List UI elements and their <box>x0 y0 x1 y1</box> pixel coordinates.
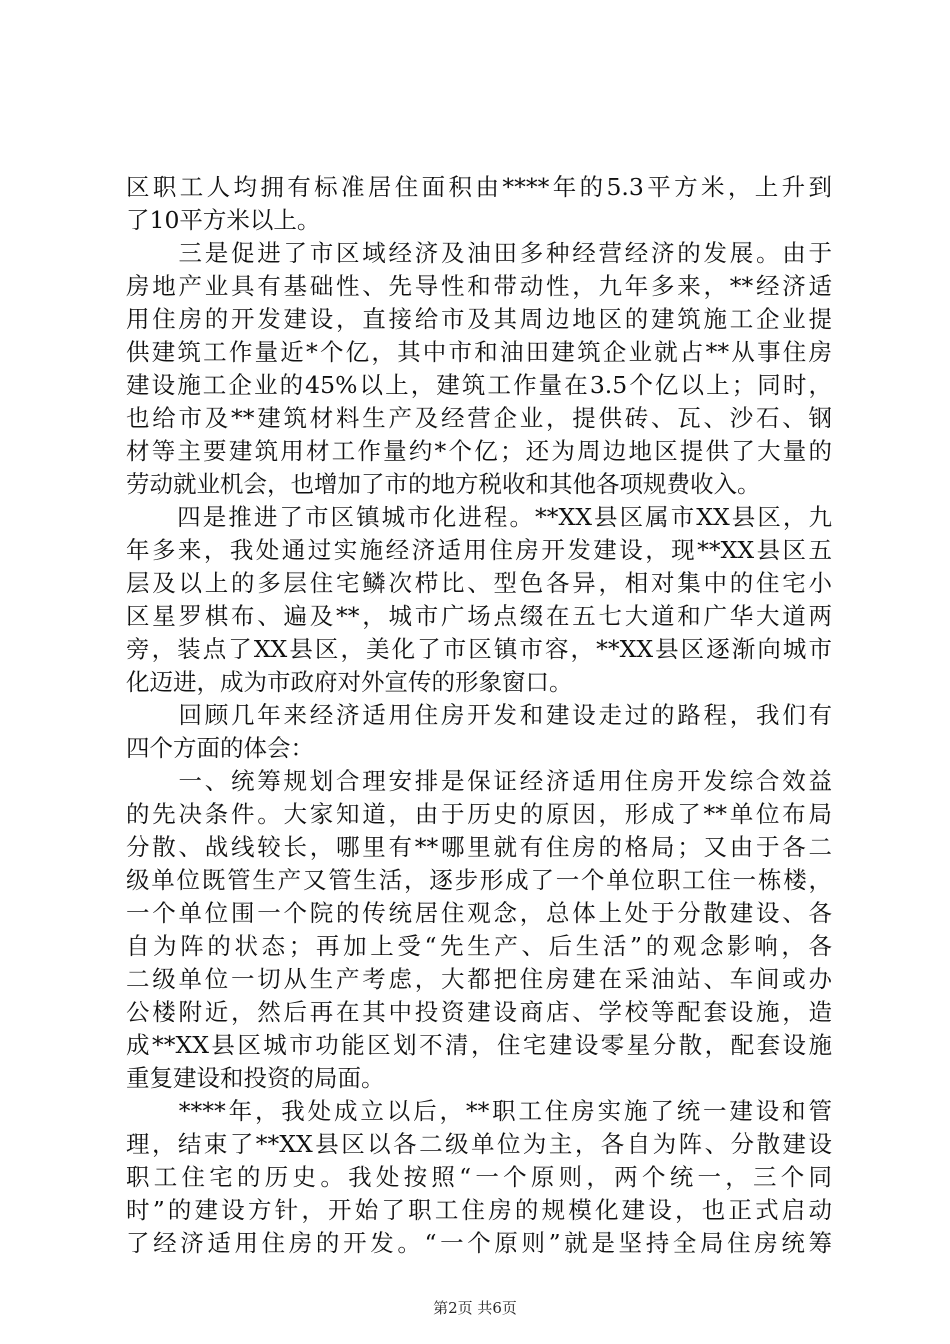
text-line: 二级单位一切从生产考虑，大都把住房建在采油站、车间或办 <box>126 965 832 993</box>
text-line: 房地产业具有基础性、先导性和带动性，九年多来，**经济适 <box>126 272 832 300</box>
text-line: 三是促进了市区域经济及油田多种经营经济的发展。由于 <box>126 239 832 267</box>
text-line: 供建筑工作量近*个亿，其中市和油田建筑企业就占**从事住房 <box>126 338 832 366</box>
text-line: 理，结束了**XX县区以各二级单位为主，各自为阵、分散建设 <box>126 1130 832 1158</box>
text-line: 四是推进了市区镇城市化进程。**XX县区属市XX县区，九 <box>126 503 832 531</box>
text-line: ****年，我处成立以后，**职工住房实施了统一建设和管 <box>126 1097 832 1125</box>
text-line: 了经济适用住房的开发。“一个原则”就是坚持全局住房统筹 <box>126 1229 832 1257</box>
text-line: 劳动就业机会，也增加了市的地方税收和其他各项规费收入。 <box>126 470 761 498</box>
text-line: 分散、战线较长，哪里有**哪里就有住房的格局；又由于各二 <box>126 833 832 861</box>
text-line: 材等主要建筑用材工作量约*个亿；还为周边地区提供了大量的 <box>126 437 832 465</box>
text-line: 四个方面的体会： <box>126 734 314 762</box>
text-line: 区职工人均拥有标准居住面积由****年的5.3平方米，上升到 <box>126 173 832 201</box>
text-line: 层及以上的多层住宅鳞次栉比、型色各异，相对集中的住宅小 <box>126 569 832 597</box>
text-line: 重复建设和投资的局面。 <box>126 1064 385 1092</box>
text-line: 一个单位围一个院的传统居住观念，总体上处于分散建设、各 <box>126 899 832 927</box>
text-line: 用住房的开发建设，直接给市及其周边地区的建筑施工企业提 <box>126 305 832 333</box>
page-footer: 第2页 共6页 <box>433 1299 517 1317</box>
text-line: 的先决条件。大家知道，由于历史的原因，形成了**单位布局 <box>126 800 832 828</box>
text-line: 旁，装点了XX县区，美化了市区镇市容，**XX县区逐渐向城市 <box>126 635 832 663</box>
text-line: 年多来，我处通过实施经济适用住房开发建设，现**XX县区五 <box>126 536 832 564</box>
text-line: 建设施工企业的45%以上，建筑工作量在3.5个亿以上；同时， <box>126 371 832 399</box>
text-line: 也给市及**建筑材料生产及经营企业，提供砖、瓦、沙石、钢 <box>126 404 832 432</box>
text-line: 公楼附近，然后再在其中投资建设商店、学校等配套设施，造 <box>126 998 832 1026</box>
text-line: 成**XX县区城市功能区划不清，住宅建设零星分散，配套设施 <box>126 1031 832 1059</box>
text-line: 职工住宅的历史。我处按照“一个原则，两个统一，三个同 <box>126 1163 832 1191</box>
text-line: 级单位既管生产又管生活，逐步形成了一个单位职工住一栋楼， <box>126 866 832 894</box>
text-line: 一、统筹规划合理安排是保证经济适用住房开发综合效益 <box>126 767 832 795</box>
text-line: 回顾几年来经济适用住房开发和建设走过的路程，我们有 <box>126 701 832 729</box>
text-line: 化迈进，成为市政府对外宣传的形象窗口。 <box>126 668 573 696</box>
text-line: 了10平方米以上。 <box>126 206 321 234</box>
text-line: 区星罗棋布、遍及**，城市广场点缀在五七大道和广华大道两 <box>126 602 832 630</box>
document-body <box>126 171 832 1260</box>
text-line: 自为阵的状态；再加上受“先生产、后生活”的观念影响，各 <box>126 932 832 960</box>
text-line: 时”的建设方针，开始了职工住房的规模化建设，也正式启动 <box>126 1196 832 1224</box>
